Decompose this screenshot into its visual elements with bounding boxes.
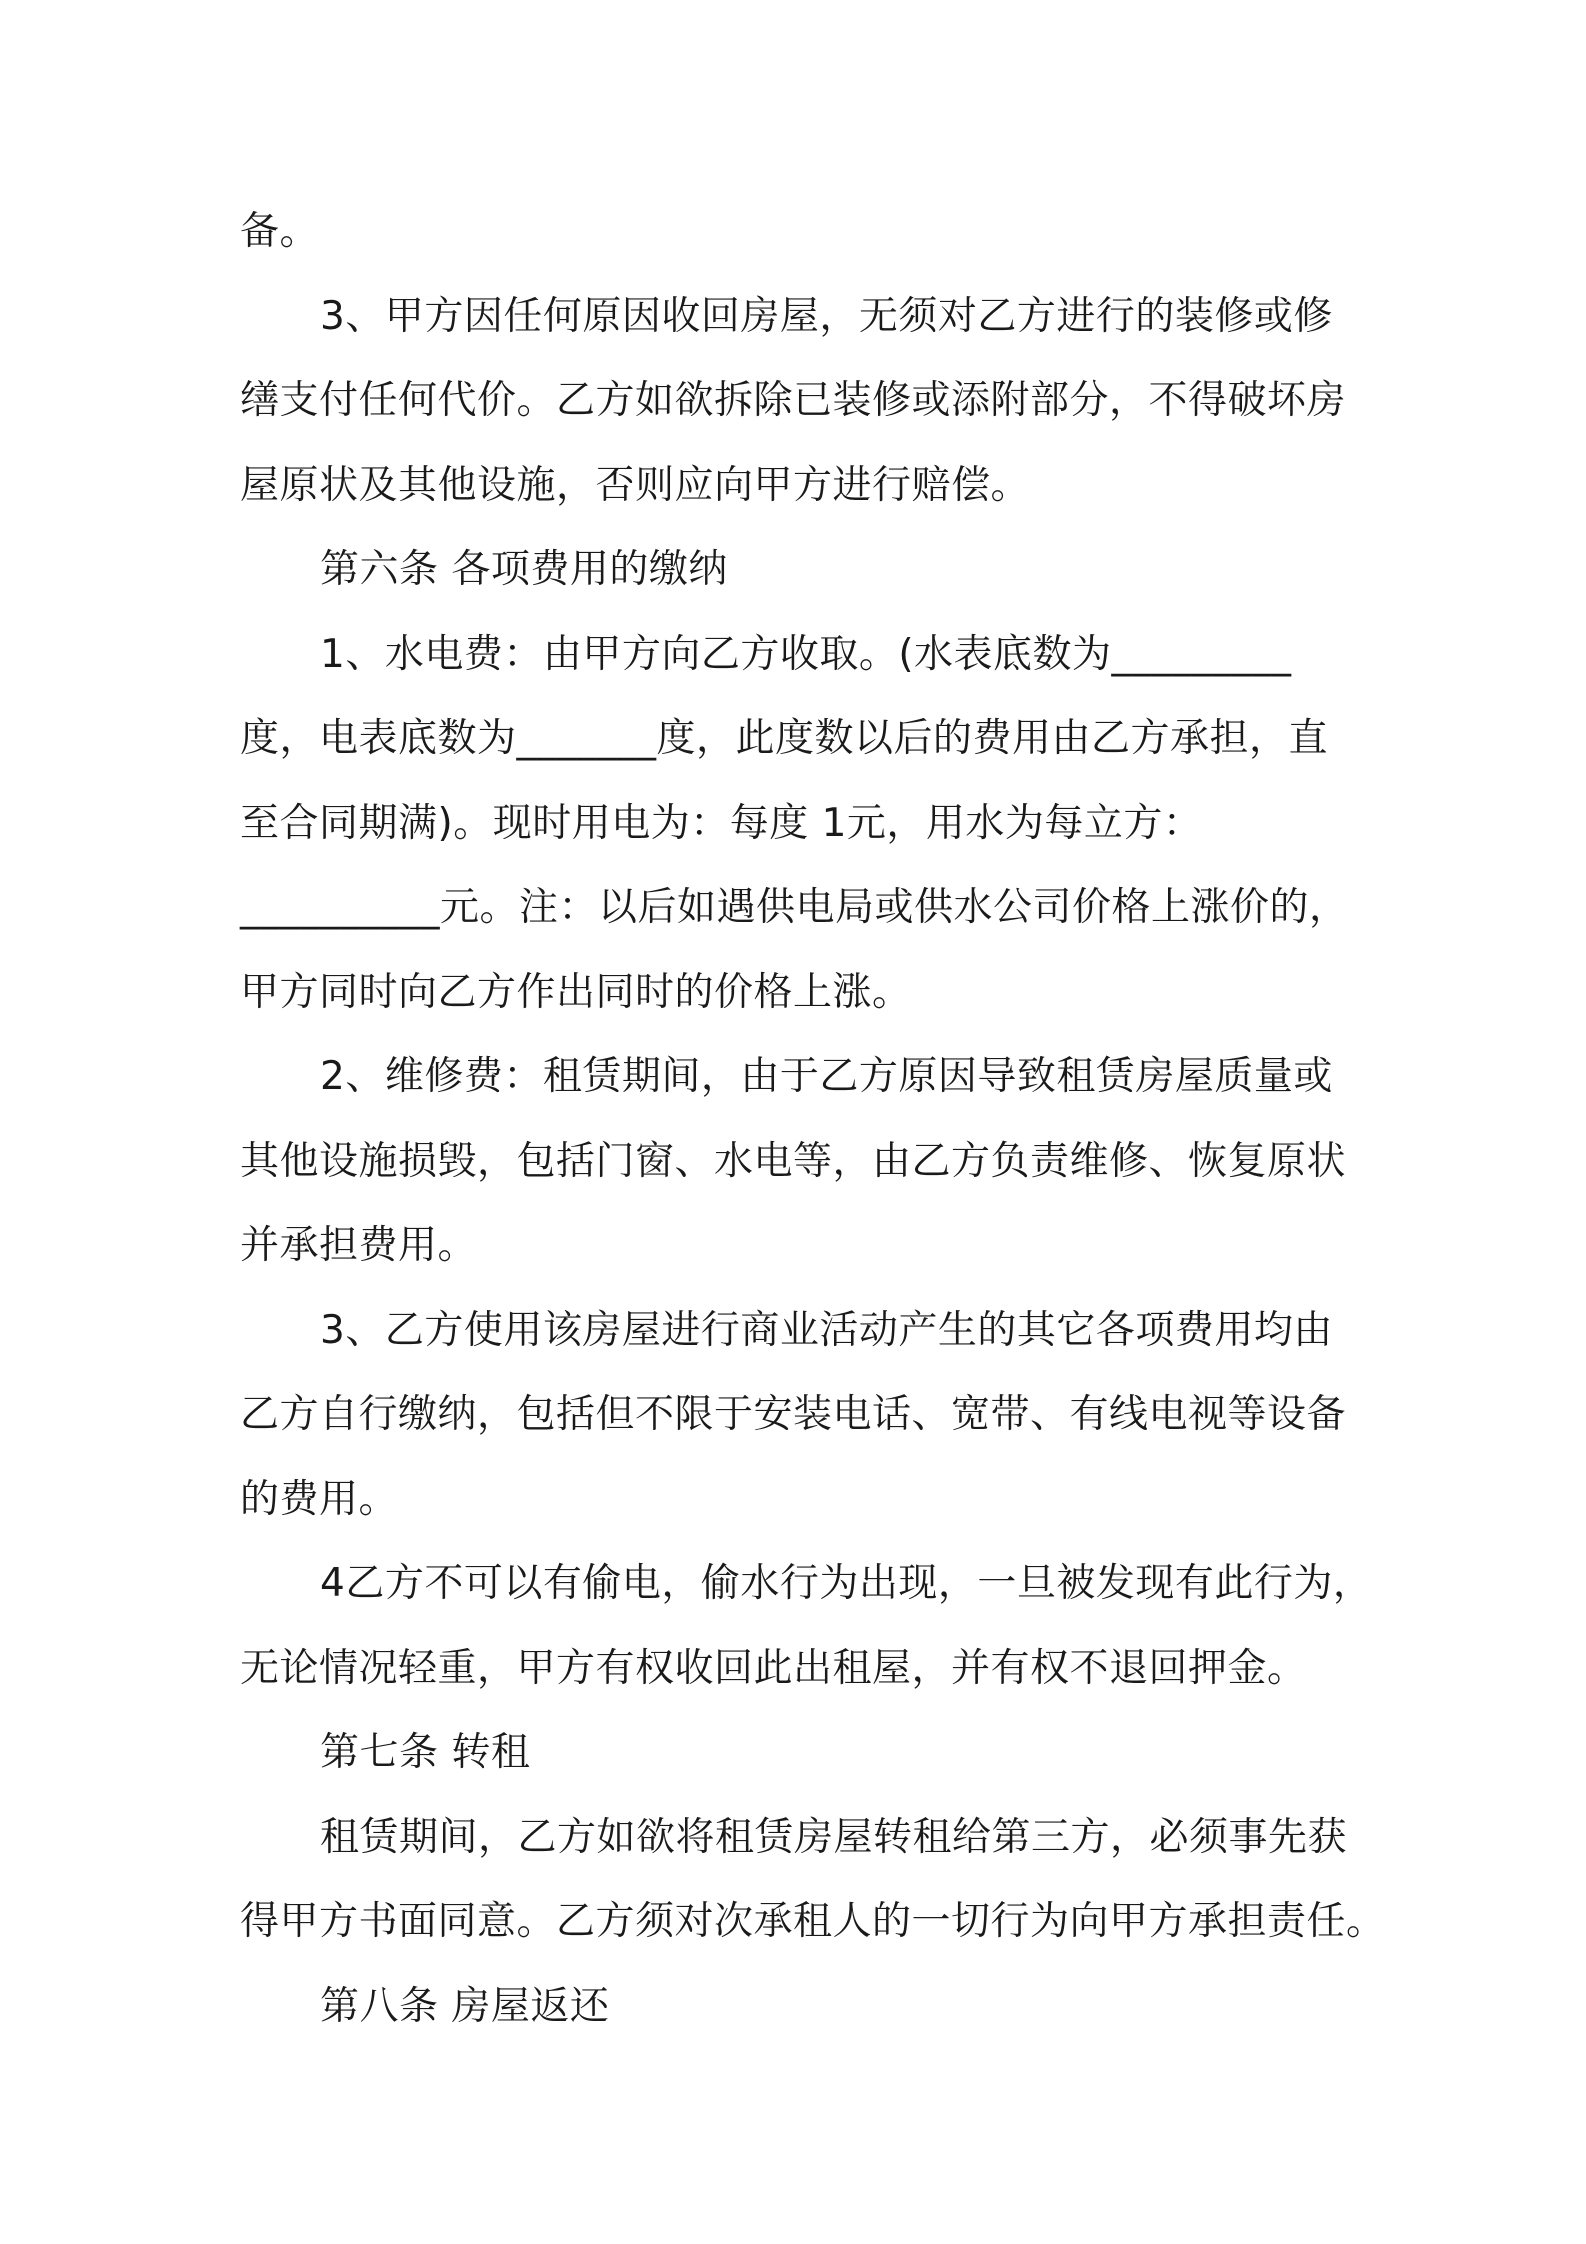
text-line: 乙方自行缴纳，包括但不限于安装电话、宽带、有线电视等设备 — [240, 1392, 1347, 1437]
text-line: 的费用。 — [240, 1476, 399, 1522]
text-line: 备。 — [240, 209, 320, 254]
section-heading: 第八条 房屋返还 — [320, 1983, 610, 2029]
text-line: 3、甲方因任何原因收回房屋，无须对乙方进行的装修或修 — [320, 293, 1333, 339]
document-body — [240, 190, 1386, 2049]
text-line: 至合同期满)。现时用电为：每度 1元，用水为每立方： — [240, 800, 1203, 846]
text-line: 得甲方书面同意。乙方须对次承租人的一切行为向甲方承担责任。 — [240, 1899, 1386, 1944]
text-line: 1、水电费：由甲方向乙方收取。(水表底数为_________ — [320, 631, 1292, 677]
text-line: 甲方同时向乙方作出同时的价格上涨。 — [240, 969, 912, 1015]
text-line: 4乙方不可以有偷电，偷水行为出现，一旦被发现有此行为， — [320, 1561, 1373, 1606]
text-line: 无论情况轻重，甲方有权收回此出租屋，并有权不退回押金。 — [240, 1645, 1307, 1691]
text-line: 其他设施损毁，包括门窗、水电等，由乙方负责维修、恢复原状 — [240, 1138, 1347, 1184]
section-heading: 第七条 转租 — [320, 1730, 531, 1775]
text-line: __________元。注：以后如遇供电局或供水公司价格上涨价的， — [240, 885, 1349, 930]
text-line: 2、维修费：租赁期间，由于乙方原因导致租赁房屋质量或 — [320, 1054, 1333, 1099]
text-line: 缮支付任何代价。乙方如欲拆除已装修或添附部分，不得破坏房 — [240, 378, 1347, 423]
text-line: 屋原状及其他设施，否则应向甲方进行赔偿。 — [240, 462, 1031, 508]
text-line: 3、乙方使用该房屋进行商业活动产生的其它各项费用均由 — [320, 1307, 1333, 1353]
text-line: 租赁期间，乙方如欲将租赁房屋转租给第三方，必须事先获 — [320, 1814, 1348, 1860]
text-line: 度，电表底数为_______度，此度数以后的费用由乙方承担，直 — [240, 716, 1329, 761]
text-line: 并承担费用。 — [240, 1223, 478, 1268]
section-heading: 第六条 各项费用的缴纳 — [320, 547, 728, 592]
